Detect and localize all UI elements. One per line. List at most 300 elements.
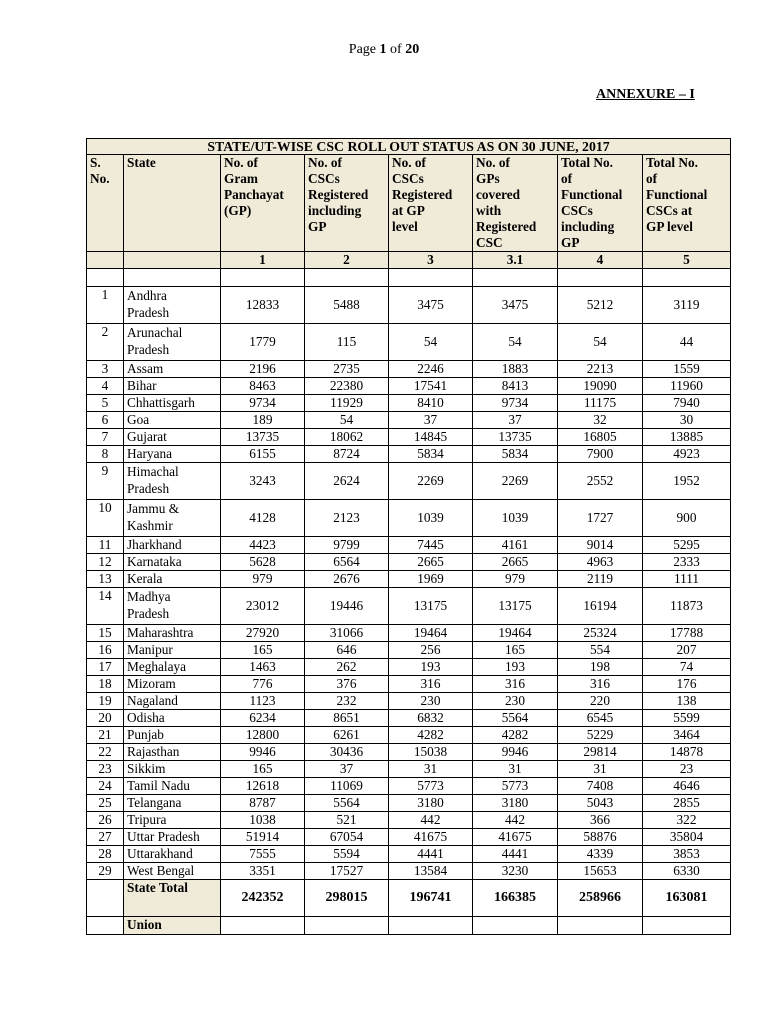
state-name: Himachal Pradesh: [124, 463, 221, 500]
state-name: Arunachal Pradesh: [124, 324, 221, 361]
total-cell: 166385: [473, 880, 558, 917]
table-cell: 7555: [221, 846, 305, 863]
table-cell: 554: [558, 642, 643, 659]
serial-number: [87, 917, 124, 935]
table-row: [87, 554, 731, 571]
table-cell: 9946: [221, 744, 305, 761]
table-row: [87, 727, 731, 744]
table-cell: 16805: [558, 429, 643, 446]
table-row: [87, 361, 731, 378]
table-cell: 8651: [305, 710, 389, 727]
table-cell: 13735: [221, 429, 305, 446]
table-cell: 376: [305, 676, 389, 693]
table-cell: 5599: [643, 710, 731, 727]
table-row: [87, 693, 731, 710]
table-cell: 14878: [643, 744, 731, 761]
page-current: 1: [379, 42, 387, 57]
union-label: Union: [124, 917, 221, 935]
column-number: 5: [643, 252, 731, 269]
table-row: [87, 676, 731, 693]
table-cell: [558, 917, 643, 935]
table-cell: 2269: [473, 463, 558, 500]
state-name: Telangana: [124, 795, 221, 812]
table-cell: 13735: [473, 429, 558, 446]
table-cell: 13175: [389, 588, 473, 625]
table-cell: 17788: [643, 625, 731, 642]
column-number-row: [87, 252, 731, 269]
table-cell: 17541: [389, 378, 473, 395]
table-cell: 2213: [558, 361, 643, 378]
table-cell: 2196: [221, 361, 305, 378]
table-cell: 13175: [473, 588, 558, 625]
table-cell: 193: [389, 659, 473, 676]
table-row: [87, 500, 731, 537]
table-cell: 31066: [305, 625, 389, 642]
table-cell: [643, 917, 731, 935]
table-cell: 979: [221, 571, 305, 588]
table-cell: 2246: [389, 361, 473, 378]
table-cell: 5628: [221, 554, 305, 571]
table-cell: 7900: [558, 446, 643, 463]
state-name: Tripura: [124, 812, 221, 829]
serial-number: 7: [87, 429, 124, 446]
table-cell: 7445: [389, 537, 473, 554]
table-cell: [305, 917, 389, 935]
table-row: [87, 846, 731, 863]
table-cell: 5773: [473, 778, 558, 795]
table-cell: 3853: [643, 846, 731, 863]
table-cell: 9799: [305, 537, 389, 554]
table-cell: 1111: [643, 571, 731, 588]
table-cell: 37: [389, 412, 473, 429]
table-cell: 5043: [558, 795, 643, 812]
table-cell: 232: [305, 693, 389, 710]
table-cell: 4441: [473, 846, 558, 863]
state-name: Tamil Nadu: [124, 778, 221, 795]
table-cell: 51914: [221, 829, 305, 846]
table-cell: 5295: [643, 537, 731, 554]
table-cell: 19464: [389, 625, 473, 642]
table-cell: 3351: [221, 863, 305, 880]
serial-number: 26: [87, 812, 124, 829]
table-cell: 2123: [305, 500, 389, 537]
column-header: No. of Gram Panchayat (GP): [221, 155, 305, 252]
table-cell: 6155: [221, 446, 305, 463]
column-header-row: [87, 155, 731, 252]
table-cell: 5564: [305, 795, 389, 812]
table-cell: 9946: [473, 744, 558, 761]
state-name: Uttar Pradesh: [124, 829, 221, 846]
serial-number: 3: [87, 361, 124, 378]
table-cell: 12833: [221, 287, 305, 324]
total-cell: 242352: [221, 880, 305, 917]
table-cell: 4963: [558, 554, 643, 571]
table-row: [87, 537, 731, 554]
state-name: Assam: [124, 361, 221, 378]
table-cell: 44: [643, 324, 731, 361]
serial-number: 15: [87, 625, 124, 642]
table-row: [87, 659, 731, 676]
table-cell: [473, 917, 558, 935]
table-cell: 3180: [389, 795, 473, 812]
table-cell: 138: [643, 693, 731, 710]
table-cell: 4282: [389, 727, 473, 744]
table-row: [87, 588, 731, 625]
table-cell: 316: [389, 676, 473, 693]
table-cell: 9734: [473, 395, 558, 412]
table-cell: 230: [389, 693, 473, 710]
table-cell: 32: [558, 412, 643, 429]
table-cell: 165: [221, 642, 305, 659]
table-cell: 4646: [643, 778, 731, 795]
serial-number: 1: [87, 287, 124, 324]
table-row: [87, 324, 731, 361]
table-cell: 31: [389, 761, 473, 778]
table-cell: 1952: [643, 463, 731, 500]
table-cell: 74: [643, 659, 731, 676]
table-cell: 1038: [221, 812, 305, 829]
column-number: [87, 252, 124, 269]
table-cell: 1039: [473, 500, 558, 537]
table-cell: 5212: [558, 287, 643, 324]
table-row: [87, 625, 731, 642]
table-cell: 316: [558, 676, 643, 693]
table-cell: 230: [473, 693, 558, 710]
table-cell: 1123: [221, 693, 305, 710]
serial-number: 4: [87, 378, 124, 395]
table-cell: 19446: [305, 588, 389, 625]
table-cell: 29814: [558, 744, 643, 761]
column-header: S. No.: [87, 155, 124, 252]
table-cell: 521: [305, 812, 389, 829]
table-cell: 442: [389, 812, 473, 829]
table-cell: 15653: [558, 863, 643, 880]
table-cell: 5488: [305, 287, 389, 324]
state-name: Jammu & Kashmir: [124, 500, 221, 537]
table-cell: 5594: [305, 846, 389, 863]
total-cell: 163081: [643, 880, 731, 917]
serial-number: 23: [87, 761, 124, 778]
table-cell: 13584: [389, 863, 473, 880]
table-cell: 12800: [221, 727, 305, 744]
serial-number: 18: [87, 676, 124, 693]
table-cell: 198: [558, 659, 643, 676]
serial-number: 24: [87, 778, 124, 795]
state-name: Goa: [124, 412, 221, 429]
table-cell: 58876: [558, 829, 643, 846]
table-cell: 37: [473, 412, 558, 429]
table-cell: 16194: [558, 588, 643, 625]
column-header: No. of CSCs Registered at GP level: [389, 155, 473, 252]
table-cell: 900: [643, 500, 731, 537]
state-name: Jharkhand: [124, 537, 221, 554]
table-cell: 165: [473, 642, 558, 659]
total-cell: 298015: [305, 880, 389, 917]
table-cell: 30: [643, 412, 731, 429]
table-cell: 5773: [389, 778, 473, 795]
table-cell: 3475: [473, 287, 558, 324]
table-cell: 31: [473, 761, 558, 778]
table-cell: 322: [643, 812, 731, 829]
serial-number: 5: [87, 395, 124, 412]
column-number: 2: [305, 252, 389, 269]
state-name: Uttarakhand: [124, 846, 221, 863]
column-number: [124, 252, 221, 269]
page-of: of: [390, 42, 402, 57]
table-cell: 22380: [305, 378, 389, 395]
page-total: 20: [405, 42, 420, 57]
serial-number: 27: [87, 829, 124, 846]
state-total-row: [87, 880, 731, 917]
annexure-heading: ANNEXURE – I: [596, 87, 695, 102]
column-number: 1: [221, 252, 305, 269]
table-cell: 19090: [558, 378, 643, 395]
table-cell: 11069: [305, 778, 389, 795]
state-name: Rajasthan: [124, 744, 221, 761]
table-cell: 176: [643, 676, 731, 693]
state-name: Gujarat: [124, 429, 221, 446]
table-cell: 4923: [643, 446, 731, 463]
serial-number: 11: [87, 537, 124, 554]
table-cell: [221, 917, 305, 935]
table-row: [87, 463, 731, 500]
table-cell: 11175: [558, 395, 643, 412]
table-row: [87, 744, 731, 761]
table-cell: 646: [305, 642, 389, 659]
table-row: [87, 412, 731, 429]
state-total-label: State Total: [124, 880, 221, 917]
table-cell: 4441: [389, 846, 473, 863]
serial-number: 6: [87, 412, 124, 429]
table-cell: 31: [558, 761, 643, 778]
table-cell: 54: [305, 412, 389, 429]
table-cell: 316: [473, 676, 558, 693]
serial-number: 12: [87, 554, 124, 571]
table-cell: 41675: [389, 829, 473, 846]
table-cell: 6832: [389, 710, 473, 727]
state-name: Nagaland: [124, 693, 221, 710]
table-cell: 13885: [643, 429, 731, 446]
serial-number: [87, 880, 124, 917]
table-cell: 7408: [558, 778, 643, 795]
table-cell: 2735: [305, 361, 389, 378]
page-label: Page: [348, 42, 377, 57]
state-name: Haryana: [124, 446, 221, 463]
table-cell: 220: [558, 693, 643, 710]
serial-number: 28: [87, 846, 124, 863]
table-row: [87, 446, 731, 463]
serial-number: 9: [87, 463, 124, 500]
state-name: Manipur: [124, 642, 221, 659]
table-row: [87, 378, 731, 395]
column-header: Total No. of Functional CSCs at GP level: [643, 155, 731, 252]
table-row: [87, 287, 731, 324]
table-body: [87, 287, 731, 935]
table-cell: 3464: [643, 727, 731, 744]
table-cell: 4128: [221, 500, 305, 537]
table-cell: 7940: [643, 395, 731, 412]
serial-number: 16: [87, 642, 124, 659]
serial-number: 21: [87, 727, 124, 744]
table-cell: 1883: [473, 361, 558, 378]
table-cell: 5834: [473, 446, 558, 463]
serial-number: 19: [87, 693, 124, 710]
state-name: Kerala: [124, 571, 221, 588]
serial-number: 17: [87, 659, 124, 676]
csc-rollout-table: [86, 138, 731, 935]
table-cell: 6261: [305, 727, 389, 744]
column-number: 3.1: [473, 252, 558, 269]
table-cell: 165: [221, 761, 305, 778]
table-cell: 776: [221, 676, 305, 693]
table-cell: 3475: [389, 287, 473, 324]
state-name: Sikkim: [124, 761, 221, 778]
table-cell: 1969: [389, 571, 473, 588]
table-row: [87, 812, 731, 829]
page-number: [0, 42, 768, 58]
serial-number: 20: [87, 710, 124, 727]
table-cell: 11873: [643, 588, 731, 625]
table-cell: 23: [643, 761, 731, 778]
table-row: [87, 395, 731, 412]
table-cell: 1559: [643, 361, 731, 378]
serial-number: 25: [87, 795, 124, 812]
table-cell: 8463: [221, 378, 305, 395]
table-cell: 6545: [558, 710, 643, 727]
table-cell: 6564: [305, 554, 389, 571]
table-cell: 2665: [473, 554, 558, 571]
total-cell: 196741: [389, 880, 473, 917]
table-cell: 67054: [305, 829, 389, 846]
table-row: [87, 571, 731, 588]
table-cell: [389, 917, 473, 935]
serial-number: 10: [87, 500, 124, 537]
state-name: Bihar: [124, 378, 221, 395]
state-name: Odisha: [124, 710, 221, 727]
column-header: No. of CSCs Registered including GP: [305, 155, 389, 252]
table-cell: 193: [473, 659, 558, 676]
table-cell: 5564: [473, 710, 558, 727]
state-name: Meghalaya: [124, 659, 221, 676]
table-cell: 3230: [473, 863, 558, 880]
table-title: STATE/UT-WISE CSC ROLL OUT STATUS AS ON 30 JUNE, 2017: [87, 139, 731, 155]
table-cell: 8787: [221, 795, 305, 812]
table-cell: 37: [305, 761, 389, 778]
table-cell: 2624: [305, 463, 389, 500]
table-cell: 2552: [558, 463, 643, 500]
serial-number: 22: [87, 744, 124, 761]
table-cell: 442: [473, 812, 558, 829]
table-cell: 23012: [221, 588, 305, 625]
table-cell: 15038: [389, 744, 473, 761]
table-row: [87, 429, 731, 446]
table-cell: 30436: [305, 744, 389, 761]
table-cell: 366: [558, 812, 643, 829]
table-cell: 4423: [221, 537, 305, 554]
table-cell: 54: [558, 324, 643, 361]
serial-number: 29: [87, 863, 124, 880]
table-row: [87, 829, 731, 846]
table-cell: 207: [643, 642, 731, 659]
table-row: [87, 642, 731, 659]
table-cell: 4339: [558, 846, 643, 863]
column-header: Total No. of Functional CSCs including GP: [558, 155, 643, 252]
table-cell: 3243: [221, 463, 305, 500]
serial-number: 8: [87, 446, 124, 463]
table-cell: 979: [473, 571, 558, 588]
table-cell: 9014: [558, 537, 643, 554]
table-cell: 25324: [558, 625, 643, 642]
table-cell: 54: [389, 324, 473, 361]
state-name: Madhya Pradesh: [124, 588, 221, 625]
table-cell: 54: [473, 324, 558, 361]
table-cell: 2676: [305, 571, 389, 588]
table-cell: 8413: [473, 378, 558, 395]
table-cell: 18062: [305, 429, 389, 446]
table-row: [87, 863, 731, 880]
table-cell: 256: [389, 642, 473, 659]
table-cell: 115: [305, 324, 389, 361]
spacer-row: [87, 269, 731, 287]
state-name: Punjab: [124, 727, 221, 744]
table-cell: 262: [305, 659, 389, 676]
table-cell: 9734: [221, 395, 305, 412]
table-cell: 12618: [221, 778, 305, 795]
serial-number: 2: [87, 324, 124, 361]
table-cell: 4282: [473, 727, 558, 744]
table-cell: 3119: [643, 287, 731, 324]
column-number: 4: [558, 252, 643, 269]
table-row: [87, 778, 731, 795]
table-cell: 2665: [389, 554, 473, 571]
table-cell: 5834: [389, 446, 473, 463]
table-cell: 17527: [305, 863, 389, 880]
table-cell: 1779: [221, 324, 305, 361]
table-cell: 5229: [558, 727, 643, 744]
table-cell: 11960: [643, 378, 731, 395]
union-row: [87, 917, 731, 935]
table-cell: 14845: [389, 429, 473, 446]
table-cell: 1727: [558, 500, 643, 537]
state-name: Karnataka: [124, 554, 221, 571]
total-cell: 258966: [558, 880, 643, 917]
table-cell: 19464: [473, 625, 558, 642]
table-cell: 6234: [221, 710, 305, 727]
table-row: [87, 710, 731, 727]
column-number: 3: [389, 252, 473, 269]
table-cell: 2855: [643, 795, 731, 812]
table-cell: 11929: [305, 395, 389, 412]
table-cell: 2119: [558, 571, 643, 588]
table-row: [87, 795, 731, 812]
state-name: West Bengal: [124, 863, 221, 880]
state-name: Andhra Pradesh: [124, 287, 221, 324]
column-header: No. of GPs covered with Registered CSC: [473, 155, 558, 252]
table-cell: 1463: [221, 659, 305, 676]
table-cell: 6330: [643, 863, 731, 880]
table-cell: 3180: [473, 795, 558, 812]
table-cell: 4161: [473, 537, 558, 554]
table-cell: 41675: [473, 829, 558, 846]
state-name: Maharashtra: [124, 625, 221, 642]
table-cell: 35804: [643, 829, 731, 846]
table-cell: 189: [221, 412, 305, 429]
column-header: State: [124, 155, 221, 252]
table-cell: 8410: [389, 395, 473, 412]
state-name: Mizoram: [124, 676, 221, 693]
serial-number: 14: [87, 588, 124, 625]
serial-number: 13: [87, 571, 124, 588]
